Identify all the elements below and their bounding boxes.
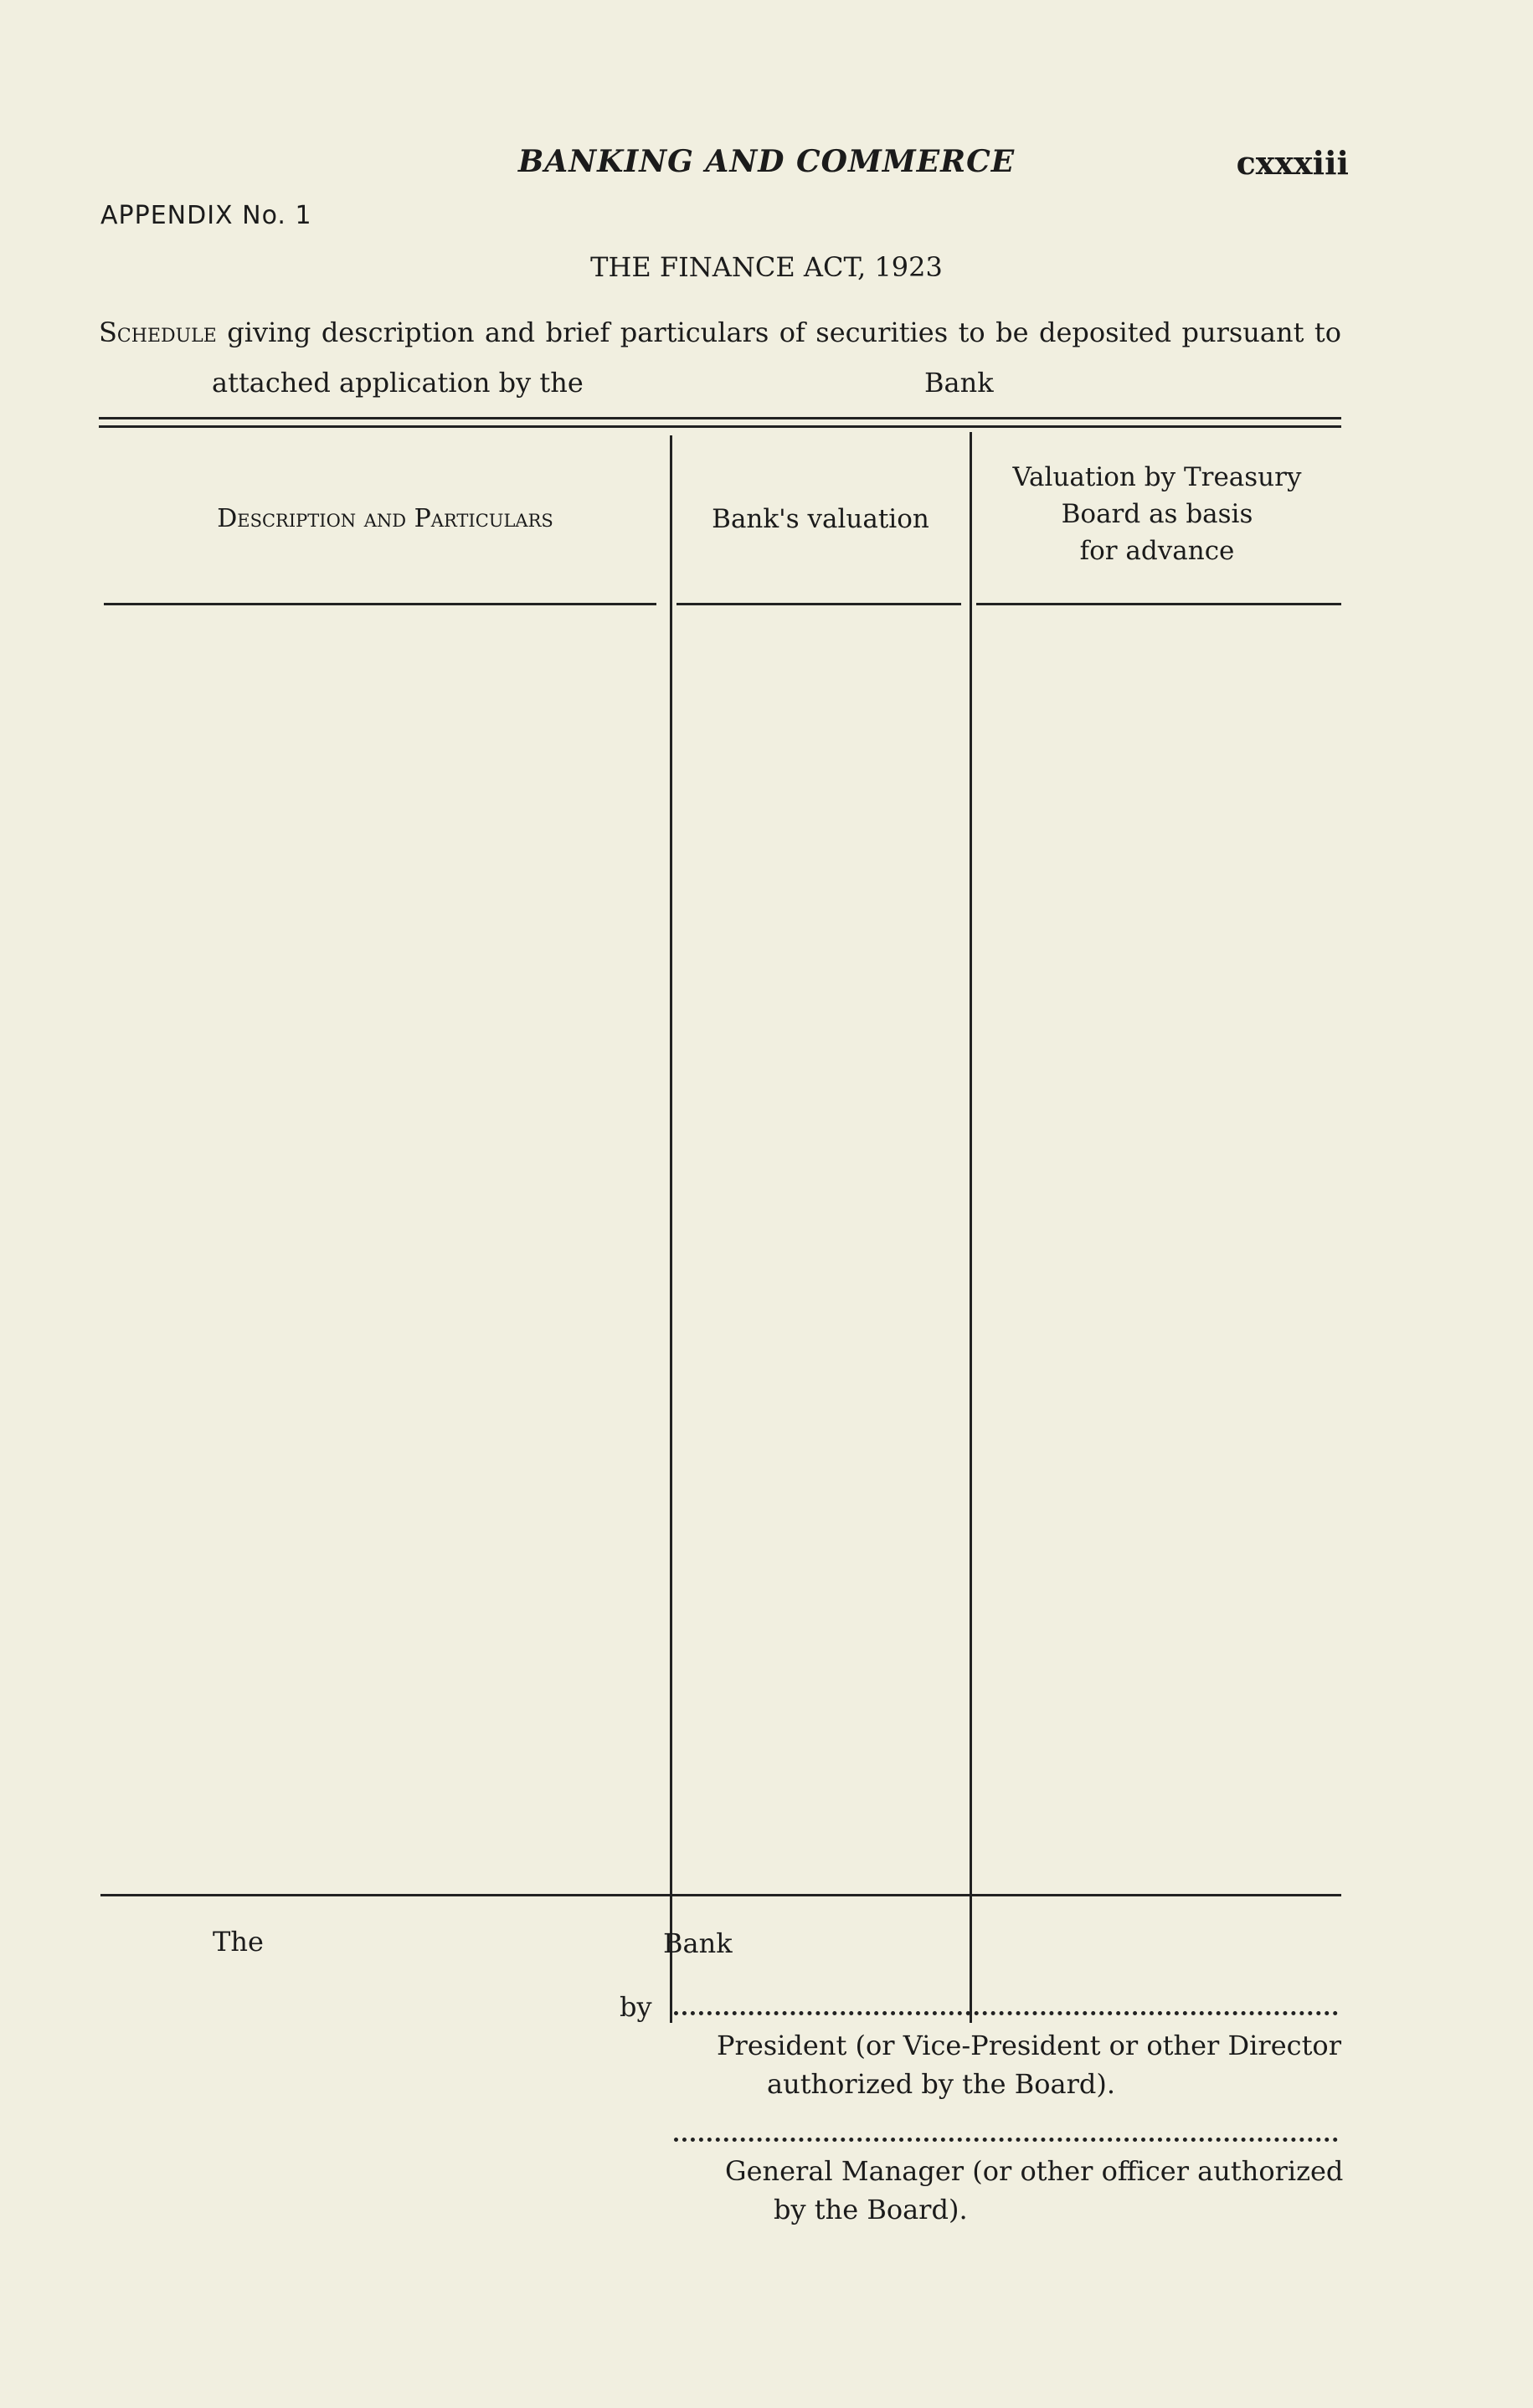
schedule-lead-word: Schedule	[99, 316, 217, 348]
schedule-intro-line2: attached application by the	[212, 367, 584, 399]
signature-the-label: The	[213, 1926, 264, 1958]
manager-caption-line1: General Manager (or other officer authorized	[725, 2155, 1344, 2187]
table-top-rule	[99, 417, 1341, 419]
schedule-intro-line1	[99, 316, 1341, 348]
manager-signature-line	[674, 2138, 1338, 2142]
running-title: BANKING AND COMMERCE	[517, 144, 1016, 179]
appendix-label: APPENDIX No. 1	[100, 201, 312, 230]
column-header-rule-1	[104, 603, 656, 605]
column-header-rule-3	[976, 603, 1341, 605]
column-header-bank-valuation: Bank's valuation	[712, 504, 929, 534]
president-caption-line2: authorized by the Board).	[767, 2068, 1116, 2100]
signature-by-label: by	[620, 1991, 652, 2023]
president-caption-line1: President (or Vice-President or other Director	[717, 2030, 1341, 2061]
column-header-treasury-line3: for advance	[1079, 536, 1235, 566]
column-header-treasury-line1: Valuation by Treasury	[1012, 462, 1302, 492]
table-bottom-rule	[100, 1894, 1341, 1896]
schedule-intro-text: giving description and brief particulars of securities to be deposited pursuant to	[216, 316, 1341, 348]
column-divider-2	[970, 432, 972, 2023]
column-divider-1	[670, 435, 672, 2023]
column-header-treasury-line2: Board as basis	[1061, 499, 1253, 529]
signature-bank-label: Bank	[663, 1927, 733, 1959]
column-header-treasury-valuation	[973, 459, 1341, 569]
column-header-rule-2	[676, 603, 961, 605]
schedule-bank-label: Bank	[924, 367, 994, 399]
page-number: cxxxiii	[1236, 144, 1349, 182]
act-title: THE FINANCE ACT, 1923	[590, 251, 943, 283]
table-top-rule-double	[99, 425, 1341, 428]
manager-caption-line2: by the Board).	[774, 2194, 968, 2225]
column-header-description: Description and Particulars	[217, 504, 553, 533]
president-signature-line	[674, 2011, 1338, 2015]
